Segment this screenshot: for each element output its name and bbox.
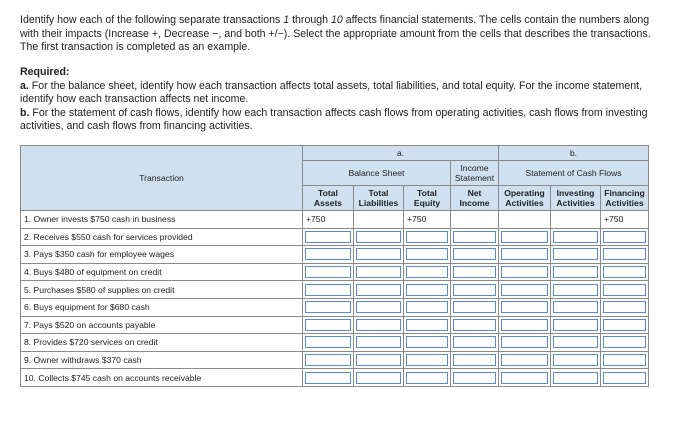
answer-input[interactable] (501, 372, 548, 384)
instr-italic-10: 10 (330, 14, 343, 26)
answer-cell-net-income (451, 316, 499, 334)
answer-cell-net-income (451, 298, 499, 316)
answer-cell-financing (601, 281, 649, 299)
table-row (21, 316, 649, 334)
answer-cell-operating (499, 298, 551, 316)
answer-input[interactable] (553, 336, 598, 348)
answer-cell-financing (601, 298, 649, 316)
transaction-label: 8. Provides $720 services on credit (21, 334, 303, 352)
answer-input[interactable] (356, 248, 401, 260)
answer-input[interactable] (305, 372, 351, 384)
answer-cell-liabilities (354, 298, 404, 316)
answer-cell-equity (404, 228, 451, 246)
answer-cell-liabilities (354, 316, 404, 334)
answer-input[interactable] (453, 354, 496, 366)
transaction-label: 7. Pays $520 on accounts payable (21, 316, 303, 334)
answer-cell-equity (404, 351, 451, 369)
answer-cell-equity (404, 298, 451, 316)
answer-input[interactable] (553, 354, 598, 366)
answer-input[interactable] (603, 248, 646, 260)
answer-input[interactable] (406, 284, 448, 296)
answer-cell-financing (601, 334, 649, 352)
answer-cell-net-income (451, 334, 499, 352)
answer-input[interactable] (501, 319, 548, 331)
answer-input[interactable] (553, 266, 598, 278)
col-operating-l2: Activities (505, 198, 544, 208)
answer-cell-investing (551, 281, 601, 299)
answer-input[interactable] (305, 266, 351, 278)
example-value-equity: +750 (404, 211, 451, 229)
answer-cell-investing (551, 263, 601, 281)
answer-input[interactable] (603, 319, 646, 331)
answer-input[interactable] (406, 266, 448, 278)
example-value-net-income (451, 211, 499, 229)
answer-input[interactable] (356, 319, 401, 331)
instr-italic-1: 1 (283, 14, 290, 26)
required-a-label: a. (20, 79, 29, 92)
answer-input[interactable] (453, 372, 496, 384)
answer-cell-assets (303, 281, 354, 299)
col-financing-activities (601, 186, 649, 211)
answer-cell-assets (303, 369, 354, 387)
part-a-header: a. (303, 146, 499, 161)
transaction-label: 3. Pays $350 cash for employee wages (21, 246, 303, 264)
col-operating-activities (499, 186, 551, 211)
answer-cell-operating (499, 246, 551, 264)
answer-input[interactable] (406, 231, 448, 243)
table-row (21, 281, 649, 299)
answer-input[interactable] (453, 336, 496, 348)
answer-cell-financing (601, 228, 649, 246)
answer-input[interactable] (406, 319, 448, 331)
answer-input[interactable] (406, 354, 448, 366)
instructions-line-1 (20, 14, 680, 28)
instr-text-a: Identify how each of the following separate transactions (20, 14, 284, 26)
transaction-label: 1. Owner invests $750 cash in business (21, 211, 303, 229)
answer-input[interactable] (356, 231, 401, 243)
part-b-header: b. (499, 146, 649, 161)
answer-cell-operating (499, 334, 551, 352)
answer-cell-equity (404, 316, 451, 334)
answer-input[interactable] (501, 248, 548, 260)
income-statement-l2: Statement (454, 173, 495, 183)
answer-cell-operating (499, 263, 551, 281)
example-value-liabilities (354, 211, 404, 229)
col-investing-l1: Investing (556, 188, 595, 198)
col-total-assets-l1: Total (318, 188, 338, 198)
col-investing-activities (551, 186, 601, 211)
answer-input[interactable] (356, 301, 401, 313)
answer-input[interactable] (453, 319, 496, 331)
answer-cell-net-income (451, 263, 499, 281)
answer-input[interactable] (501, 301, 548, 313)
table-row (21, 211, 649, 229)
transaction-label: 4. Buys $480 of equipment on credit (21, 263, 303, 281)
instr-text-c: affects financial statements. The cells contain the numbers along (342, 14, 650, 26)
answer-cell-liabilities (354, 351, 404, 369)
answer-input[interactable] (356, 336, 401, 348)
answer-cell-equity (404, 263, 451, 281)
transaction-label: 5. Purchases $580 of supplies on credit (21, 281, 303, 299)
answer-cell-net-income (451, 228, 499, 246)
col-net-income-l1: Net (467, 188, 482, 198)
answer-input[interactable] (305, 336, 351, 348)
answer-input[interactable] (305, 284, 351, 296)
transactions-table (20, 145, 649, 387)
col-investing-l2: Activities (556, 198, 595, 208)
answer-input[interactable] (553, 231, 598, 243)
required-heading: Required: (20, 66, 70, 78)
answer-input[interactable] (453, 231, 496, 243)
col-net-income-l2: Income (459, 198, 490, 208)
example-value-assets: +750 (303, 211, 354, 229)
answer-cell-assets (303, 246, 354, 264)
table-body (21, 211, 649, 387)
answer-input[interactable] (553, 301, 598, 313)
income-statement-l1: Income (460, 163, 489, 173)
table-row (21, 369, 649, 387)
required-b-line-2: activities, and cash flows from financing activities. (20, 120, 253, 133)
answer-input[interactable] (356, 266, 401, 278)
example-value-financing: +750 (601, 211, 649, 229)
answer-cell-equity (404, 334, 451, 352)
answer-cell-assets (303, 298, 354, 316)
answer-input[interactable] (453, 248, 496, 260)
answer-cell-financing (601, 351, 649, 369)
answer-cell-assets (303, 263, 354, 281)
answer-cell-liabilities (354, 334, 404, 352)
answer-cell-assets (303, 316, 354, 334)
answer-cell-financing (601, 263, 649, 281)
answer-cell-investing (551, 369, 601, 387)
answer-input[interactable] (305, 231, 351, 243)
required-a-text: For the balance sheet, identify how each transaction affects total assets, total liabilities, and total equity. For the income statement, (28, 79, 643, 92)
table-row (21, 298, 649, 316)
answer-cell-liabilities (354, 263, 404, 281)
answer-cell-financing (601, 369, 649, 387)
answer-input[interactable] (406, 301, 448, 313)
answer-input[interactable] (406, 372, 448, 384)
answer-input[interactable] (501, 354, 548, 366)
example-value-investing (551, 211, 601, 229)
answer-input[interactable] (501, 284, 548, 296)
answer-input[interactable] (603, 354, 646, 366)
answer-cell-equity (404, 246, 451, 264)
answer-cell-liabilities (354, 246, 404, 264)
table-row (21, 351, 649, 369)
col-total-equity (404, 186, 451, 211)
answer-input[interactable] (406, 336, 448, 348)
answer-input[interactable] (453, 284, 496, 296)
answer-cell-operating (499, 281, 551, 299)
answer-input[interactable] (553, 319, 598, 331)
instructions (20, 14, 680, 55)
answer-input[interactable] (453, 301, 496, 313)
required-b-text: For the statement of cash flows, identify how each transaction affects cash flows from operating activities, cash flows from investing (29, 106, 648, 119)
answer-cell-equity (404, 369, 451, 387)
answer-cell-operating (499, 228, 551, 246)
required-a-line-2: identify how each transaction affects net income. (20, 93, 249, 106)
answer-input[interactable] (406, 248, 448, 260)
transaction-header: Transaction (21, 146, 303, 211)
answer-input[interactable] (603, 372, 646, 384)
answer-input[interactable] (305, 248, 351, 260)
answer-cell-investing (551, 334, 601, 352)
answer-cell-liabilities (354, 369, 404, 387)
answer-cell-operating (499, 316, 551, 334)
cash-flows-header: Statement of Cash Flows (499, 161, 649, 186)
answer-input[interactable] (305, 319, 351, 331)
answer-cell-operating (499, 369, 551, 387)
answer-input[interactable] (603, 231, 646, 243)
answer-input[interactable] (501, 231, 548, 243)
income-statement-header (451, 161, 499, 186)
answer-input[interactable] (356, 284, 401, 296)
col-financing-l2: Activities (605, 198, 644, 208)
answer-cell-financing (601, 246, 649, 264)
col-total-assets-l2: Assets (313, 198, 343, 208)
col-financing-l1: Financing (604, 188, 645, 198)
answer-input[interactable] (356, 372, 401, 384)
answer-input[interactable] (305, 354, 351, 366)
answer-input[interactable] (305, 301, 351, 313)
answer-input[interactable] (603, 266, 646, 278)
transaction-label: 2. Receives $550 cash for services provided (21, 228, 303, 246)
answer-cell-investing (551, 298, 601, 316)
answer-input[interactable] (356, 354, 401, 366)
answer-cell-liabilities (354, 281, 404, 299)
instr-text-b: through (289, 14, 331, 26)
answer-cell-investing (551, 316, 601, 334)
col-total-liabilities (354, 186, 404, 211)
required-b-label: b. (20, 106, 30, 119)
required-a-line-1 (20, 80, 680, 94)
answer-cell-assets (303, 351, 354, 369)
answer-input[interactable] (501, 336, 548, 348)
col-total-liab-l1: Total (368, 188, 389, 198)
col-net-income (451, 186, 499, 211)
answer-cell-financing (601, 316, 649, 334)
answer-cell-investing (551, 246, 601, 264)
answer-cell-net-income (451, 246, 499, 264)
answer-input[interactable] (603, 284, 646, 296)
required-b-line-1 (20, 107, 680, 121)
answer-input[interactable] (553, 284, 598, 296)
table-row (21, 263, 649, 281)
answer-cell-operating (499, 351, 551, 369)
col-operating-l1: Operating (504, 188, 545, 198)
answer-input[interactable] (553, 248, 598, 260)
col-total-equity-l2: Equity (413, 198, 441, 208)
answer-cell-assets (303, 334, 354, 352)
table-row (21, 246, 649, 264)
answer-input[interactable] (453, 266, 496, 278)
instructions-line-2: with their impacts (Increase +, Decrease −, and both +/−). Select the appropriate amount from the cells that describes the transactions. (20, 27, 651, 40)
answer-cell-assets (303, 228, 354, 246)
balance-sheet-header: Balance Sheet (303, 161, 451, 186)
answer-input[interactable] (603, 301, 646, 313)
answer-cell-net-income (451, 281, 499, 299)
col-total-assets (303, 186, 354, 211)
required-section (20, 66, 680, 134)
answer-cell-investing (551, 228, 601, 246)
transaction-label: 9. Owner withdraws $370 cash (21, 351, 303, 369)
answer-cell-equity (404, 281, 451, 299)
col-total-equity-l1: Total (417, 188, 437, 198)
answer-cell-net-income (451, 351, 499, 369)
answer-cell-investing (551, 351, 601, 369)
answer-cell-liabilities (354, 228, 404, 246)
answer-cell-net-income (451, 369, 499, 387)
transaction-label: 6. Buys equipment for $680 cash (21, 298, 303, 316)
example-value-operating (499, 211, 551, 229)
col-total-liab-l2: Liabilities (358, 198, 399, 208)
answer-input[interactable] (553, 372, 598, 384)
table-row (21, 334, 649, 352)
transaction-label: 10. Collects $745 cash on accounts receivable (21, 369, 303, 387)
instructions-line-3: The first transaction is completed as an example. (20, 41, 251, 54)
table-row (21, 228, 649, 246)
answer-input[interactable] (603, 336, 646, 348)
answer-input[interactable] (501, 266, 548, 278)
